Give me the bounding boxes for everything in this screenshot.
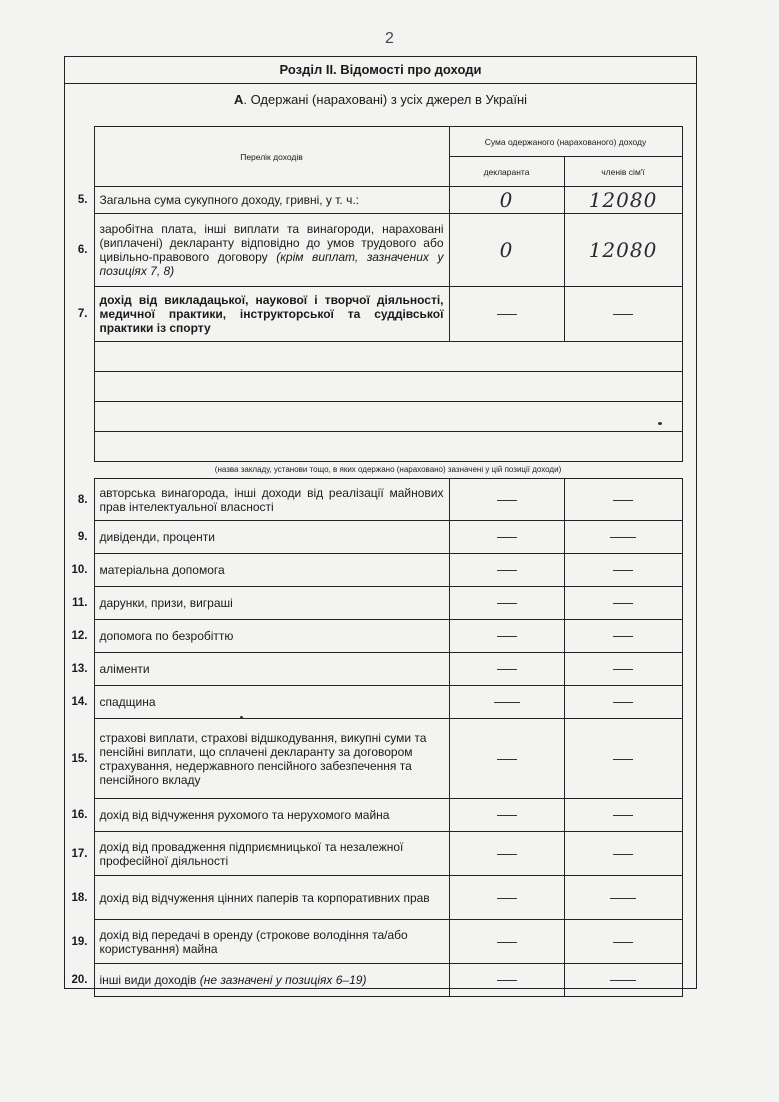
- declarant-value: 0: [499, 238, 514, 262]
- scan-speck: [658, 422, 662, 425]
- row-number: 9.: [77, 531, 88, 543]
- declarant-value: [497, 759, 517, 760]
- declarant-value: [497, 815, 517, 816]
- income-table: [64, 126, 683, 997]
- table-row: [64, 832, 682, 876]
- blank-line: [94, 372, 682, 402]
- row-label: страхові виплати, страхові відшкодування, викупні суми та пенсійні виплати, що сплачені декларанту за договором страхування, недержавного пенсійного забезпечення та пенсійного вкладу: [94, 719, 449, 799]
- row-label: Загальна сума сукупного доходу, гривні, у т. ч.:: [94, 187, 449, 214]
- family-value: 12080: [588, 238, 658, 262]
- declarant-value: [497, 854, 517, 855]
- row-number: 6.: [77, 244, 88, 256]
- table-row: [64, 554, 682, 587]
- declarant-value: [497, 636, 517, 637]
- row-label: заробітна плата, інші виплати та винагороди, нараховані (виплачені) декларанту відповідно до умов трудового або цивільно-правового договору: [99, 222, 444, 264]
- table-row: [64, 287, 682, 342]
- family-value: [613, 815, 633, 816]
- table-row: [64, 686, 682, 719]
- row-label: інші види доходів: [99, 973, 197, 987]
- family-value: [613, 702, 633, 703]
- col-header-sum: Сума одержаного (нарахованого) доходу: [449, 127, 682, 157]
- section-subtitle: [64, 92, 697, 107]
- table-row: [64, 964, 682, 997]
- row-number: 14.: [71, 696, 88, 708]
- blank-line: [94, 342, 682, 372]
- row-label: дохід від передачі в оренду (строкове володіння та/або користування) майна: [94, 920, 449, 964]
- col-header-declarant: декларанта: [449, 157, 564, 187]
- table-row: [64, 920, 682, 964]
- family-value: [613, 314, 633, 315]
- row-number: 11.: [72, 597, 88, 609]
- row-label: дохід від провадження підприємницької та незалежної професійної діяльності: [94, 832, 449, 876]
- family-value: 12080: [588, 188, 658, 212]
- row-label: матеріальна допомога: [94, 554, 449, 587]
- declarant-value: [497, 898, 517, 899]
- row-label: дохід від викладацької, наукової і творчої діяльності, медичної практики, інструкторської та суддівської практики із спорту: [94, 287, 449, 342]
- row-number: 10.: [71, 564, 88, 576]
- family-value: [613, 942, 633, 943]
- row-label: допомога по безробіттю: [94, 620, 449, 653]
- row-label: дивіденди, проценти: [94, 521, 449, 554]
- row-label: дохід від відчуження цінних паперів та корпоративних прав: [94, 876, 449, 920]
- table-row: [64, 620, 682, 653]
- row-label: спадщина: [94, 686, 449, 719]
- table-row: [64, 214, 682, 287]
- declarant-value: [497, 980, 517, 981]
- row-number: 7.: [77, 308, 88, 320]
- col-header-family: членів сім'ї: [564, 157, 682, 187]
- table-row: [64, 187, 682, 214]
- table-row: [64, 587, 682, 620]
- table-row: [64, 719, 682, 799]
- row-label-note: (не зазначені у позиціях 6–19): [199, 973, 367, 987]
- blank-caption: (назва закладу, установи тощо, в яких одержано (нараховано) зазначені у цій позиції доходи): [214, 465, 562, 474]
- row-number: 13.: [71, 663, 88, 675]
- subtitle-letter: А: [233, 92, 244, 107]
- family-value: [610, 980, 636, 981]
- table-row: [64, 653, 682, 686]
- row-number: 19.: [71, 935, 88, 948]
- family-value: [613, 500, 633, 501]
- row-label: аліменти: [94, 653, 449, 686]
- family-value: [613, 636, 633, 637]
- row-number: 17.: [71, 847, 88, 860]
- table-row: [64, 479, 682, 521]
- declarant-value: 0: [499, 188, 514, 212]
- declarant-value: [497, 314, 517, 315]
- blank-line: [94, 402, 682, 432]
- row-label: дохід від відчуження рухомого та нерухомого майна: [94, 799, 449, 832]
- subtitle-text: . Одержані (нараховані) з усіх джерел в Україні: [243, 92, 528, 107]
- declarant-value: [497, 669, 517, 670]
- scan-speck: [240, 716, 243, 719]
- section-title: Розділ II. Відомості про доходи: [64, 56, 697, 84]
- declarant-value: [494, 702, 520, 703]
- row-number: 18.: [71, 891, 88, 904]
- declarant-value: [497, 603, 517, 604]
- row-label-note: (крім виплат, зазначених у позиціях 7, 8): [99, 250, 444, 278]
- row-label: авторська винагорода, інші доходи від реалізації майнових прав інтелектуальної власності: [94, 479, 449, 521]
- family-value: [613, 570, 633, 571]
- declarant-value: [497, 500, 517, 501]
- table-row: [64, 876, 682, 920]
- table-row: [64, 521, 682, 554]
- row-number: 16.: [71, 809, 88, 821]
- family-value: [613, 603, 633, 604]
- page-number: 2: [385, 30, 394, 47]
- family-value: [613, 854, 633, 855]
- row-number: 20.: [71, 974, 88, 986]
- row-number: 12.: [71, 630, 88, 642]
- row-label: дарунки, призи, виграші: [94, 587, 449, 620]
- col-header-list: Перелік доходів: [94, 127, 449, 187]
- declarant-value: [497, 537, 517, 538]
- family-value: [613, 759, 633, 760]
- row-number: 8.: [77, 493, 88, 506]
- declarant-value: [497, 942, 517, 943]
- blank-line: [94, 432, 682, 462]
- declarant-value: [497, 570, 517, 571]
- row-number: 5.: [77, 194, 88, 206]
- family-value: [613, 669, 633, 670]
- family-value: [610, 898, 636, 899]
- family-value: [610, 537, 636, 538]
- row-number: 15.: [71, 752, 88, 765]
- table-row: [64, 799, 682, 832]
